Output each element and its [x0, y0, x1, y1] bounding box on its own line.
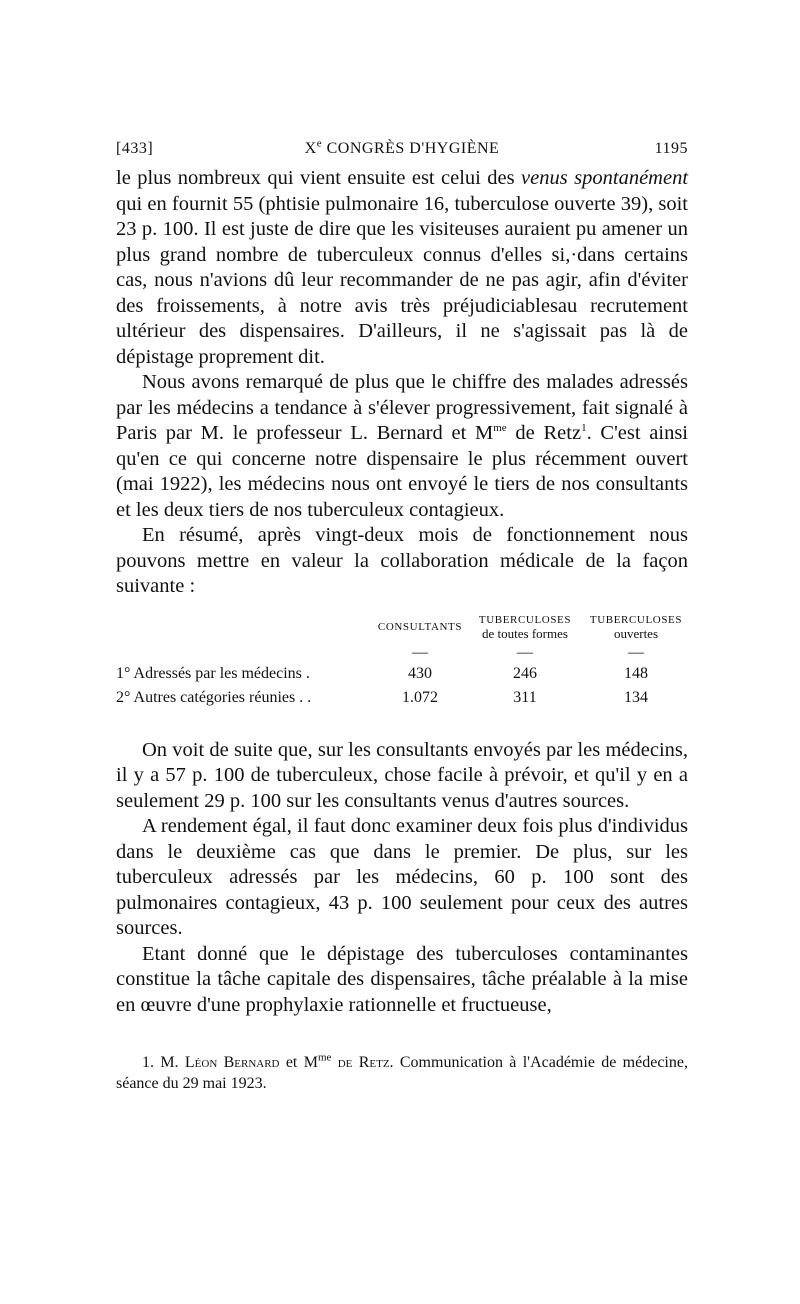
col-header-tuberculoses-ouvertes: TUBERCULOSES ouvertes: [589, 613, 683, 641]
paragraph-1: le plus nombreux qui vient ensuite est celui des venus spontanément qui en fournit 55 (phtisie pulmonaire 16, tuberculose ouverte 39), soit 23 p. 100. Il est juste de dire que les visiteuses auraient pu amener un plus grand nombre de tuberculeux connus d'elles si,·dans certains cas, nous n'avions dû leur recommander de ne pas agir, afin d'éviter des froissements, à notre avis très préjudiciablesau recrutement ultérieur des dispensaires. D'ailleurs, il ne s'agissait pas là de dépistage proprement dit.: [116, 167, 689, 368]
running-title: Xe CONGRÈS D'HYGIÈNE: [304, 137, 500, 157]
body-text: [116, 166, 688, 1018]
paragraph-5: A rendement égal, il faut donc examiner deux fois plus d'individus dans le deuxième cas que dans le premier. De plus, sur les tuberculeux adressés par les médecins, 60 p. 100 sont des pulmonaires contagieux, 43 p. 100 seulement pour ceux des autres sources.: [116, 815, 688, 939]
document-page: [116, 137, 689, 1094]
paragraph-6: Etant donné que le dépistage des tuberculoses contaminantes constitue la tâche capitale des dispensaires, tâche préalable à la mise en œuvre d'une prophylaxie rationnelle et fructueuse,: [116, 942, 688, 1016]
col-header-tuberculoses-toutes: TUBERCULOSES de toutes formes: [478, 613, 572, 641]
collaboration-table: [116, 614, 688, 710]
paragraph-4: On voit de suite que, sur les consultants envoyés par les médecins, il y a 57 p. 100 de tuberculeux, chose facile à prévoir, et qu'il y en a seulement 29 p. 100 sur les consultants venus d'autres sources.: [116, 738, 688, 812]
col-header-consultants: CONSULTANTS: [377, 621, 463, 633]
paragraph-2: Nous avons remarqué de plus que le chiffre des malades adressés par les médecins a tendance à s'élever progressivement, fait signalé à Paris par M. le professeur L. Bernard et $M^{me}$ de Retz$^1$. C'est ainsi qu'en ce qui concerne notre dispensaire le plus récemment ouvert (mai 1922), les médecins nous ont envoyé le tiers de nos consultants et les deux tiers de nos tuberculeux contagieux.: [116, 371, 689, 521]
table-header-row: [116, 614, 688, 642]
page-number: 1195: [654, 140, 688, 157]
table-row: 1° Adressés par les médecins . 430 246 148: [116, 664, 648, 682]
page-reference: [433]: [116, 140, 154, 157]
footnote-reference: 1: [581, 422, 587, 435]
running-header: [116, 137, 688, 166]
table-dash-row: — — —: [412, 643, 644, 661]
footnote: [116, 1052, 688, 1094]
footnote-1: 1. M. Léon Bernard et $M^{me}$ de Retz. Communication à l'Académie de médecine, séance du 29 mai 1923.: [116, 1051, 688, 1092]
table-row: 2° Autres catégories réunies . . 1.072 311 134: [116, 688, 648, 706]
paragraph-3: En résumé, après vingt-deux mois de fonctionnement nous pouvons mettre en valeur la collaboration médicale de la façon suivante :: [116, 524, 688, 597]
